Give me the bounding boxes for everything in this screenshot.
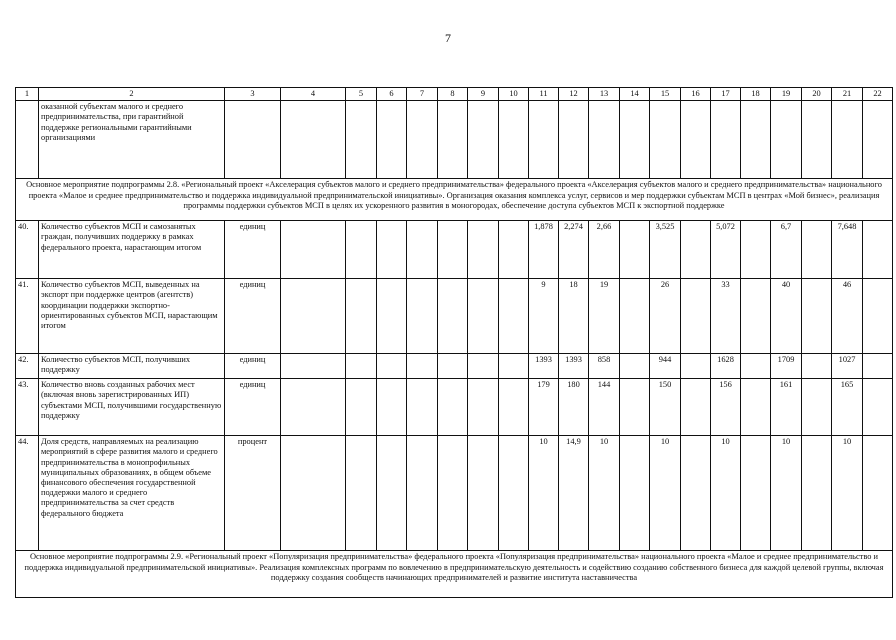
row-index: 43. — [16, 379, 39, 436]
row-index: 42. — [16, 354, 39, 379]
value-cell — [468, 101, 499, 179]
unit-cell: единиц — [225, 354, 281, 379]
value-cell: 2,66 — [589, 221, 620, 279]
header-cell: 17 — [711, 88, 741, 101]
header-cell: 13 — [589, 88, 620, 101]
value-cell: 1,878 — [529, 221, 559, 279]
value-cell — [589, 101, 620, 179]
value-cell — [741, 101, 771, 179]
value-cell — [620, 436, 650, 551]
value-cell — [802, 354, 832, 379]
value-cell: 6,7 — [771, 221, 802, 279]
value-cell: 10 — [711, 436, 741, 551]
indicator-name: Доля средств, направляемых на реализацию мероприятий в сфере развития малого и среднего предпринимательства в монопрофильных муниципальных образованиях, в общем объеме финансового обеспечения государственной поддержки малого и среднего предпринимательства за счет средств федерального бюджета — [39, 436, 225, 551]
value-cell — [468, 436, 499, 551]
value-cell — [863, 379, 893, 436]
value-cell — [281, 221, 346, 279]
header-cell: 5 — [346, 88, 377, 101]
value-cell — [281, 436, 346, 551]
value-cell — [620, 279, 650, 354]
value-cell — [281, 101, 346, 179]
header-cell: 11 — [529, 88, 559, 101]
value-cell: 1628 — [711, 354, 741, 379]
value-cell — [802, 279, 832, 354]
indicator-name: Количество субъектов МСП, выведенных на экспорт при поддержке центров (агентств) координации поддержки экспортно-ориентированных субъектов МСП, нарастающим итогом — [39, 279, 225, 354]
value-cell: 3,525 — [650, 221, 681, 279]
value-cell — [620, 101, 650, 179]
value-cell — [281, 279, 346, 354]
value-cell — [863, 221, 893, 279]
header-cell: 10 — [499, 88, 529, 101]
header-cell: 9 — [468, 88, 499, 101]
value-cell — [741, 436, 771, 551]
unit-cell: единиц — [225, 379, 281, 436]
value-cell — [681, 379, 711, 436]
value-cell — [468, 221, 499, 279]
value-cell: 144 — [589, 379, 620, 436]
value-cell — [468, 279, 499, 354]
header-cell: 12 — [559, 88, 589, 101]
value-cell — [377, 354, 407, 379]
value-cell: 18 — [559, 279, 589, 354]
value-cell — [468, 354, 499, 379]
value-cell — [346, 436, 377, 551]
value-cell: 7,648 — [832, 221, 863, 279]
value-cell — [346, 279, 377, 354]
value-cell — [438, 279, 468, 354]
value-cell: 19 — [589, 279, 620, 354]
value-cell: 26 — [650, 279, 681, 354]
value-cell: 150 — [650, 379, 681, 436]
indicator-name: Количество субъектов МСП и самозанятых граждан, получивших поддержку в рамках федерального проекта, нарастающим итогом — [39, 221, 225, 279]
value-cell — [407, 101, 438, 179]
value-cell: 1709 — [771, 354, 802, 379]
table-row — [16, 221, 893, 279]
value-cell — [650, 101, 681, 179]
value-cell — [711, 101, 741, 179]
unit-cell: единиц — [225, 279, 281, 354]
table-row — [16, 354, 893, 379]
header-cell: 6 — [377, 88, 407, 101]
value-cell — [377, 436, 407, 551]
value-cell — [741, 279, 771, 354]
value-cell — [741, 354, 771, 379]
value-cell — [346, 379, 377, 436]
value-cell: 40 — [771, 279, 802, 354]
header-cell: 16 — [681, 88, 711, 101]
header-cell: 14 — [620, 88, 650, 101]
header-row — [16, 88, 893, 101]
value-cell: 10 — [832, 436, 863, 551]
header-cell: 8 — [438, 88, 468, 101]
value-cell — [407, 221, 438, 279]
indicator-name: Количество вновь созданных рабочих мест (включая вновь зарегистрированных ИП) субъектами МСП, получившими государственную поддержку — [39, 379, 225, 436]
value-cell — [438, 221, 468, 279]
value-cell — [499, 436, 529, 551]
value-cell — [620, 354, 650, 379]
value-cell: 2,274 — [559, 221, 589, 279]
header-cell: 19 — [771, 88, 802, 101]
value-cell — [281, 379, 346, 436]
unit-cell — [225, 101, 281, 179]
table-row — [16, 436, 893, 551]
value-cell: 5,072 — [711, 221, 741, 279]
value-cell — [863, 436, 893, 551]
value-cell — [407, 379, 438, 436]
value-cell: 10 — [771, 436, 802, 551]
row-index — [16, 101, 39, 179]
value-cell: 1027 — [832, 354, 863, 379]
value-cell: 46 — [832, 279, 863, 354]
value-cell: 180 — [559, 379, 589, 436]
value-cell — [681, 279, 711, 354]
header-cell: 20 — [802, 88, 832, 101]
table-row — [16, 379, 893, 436]
value-cell: 10 — [650, 436, 681, 551]
value-cell: 1393 — [559, 354, 589, 379]
value-cell — [468, 379, 499, 436]
value-cell: 944 — [650, 354, 681, 379]
value-cell — [620, 379, 650, 436]
header-cell: 2 — [39, 88, 225, 101]
value-cell — [438, 436, 468, 551]
value-cell — [377, 101, 407, 179]
header-cell: 3 — [225, 88, 281, 101]
value-cell — [681, 221, 711, 279]
section-heading-row — [16, 551, 893, 598]
value-cell — [346, 221, 377, 279]
value-cell — [499, 279, 529, 354]
value-cell — [802, 221, 832, 279]
section-heading-text: Основное мероприятие подпрограммы 2.9. «Региональный проект «Популяризация предпринимательства» федерального проекта «Популяризация предпринимательства» национального проекта «Малое и среднее предпринимательство и поддержка индивидуальной предпринимательской инициативы». Реализация комплексных программ по вовлечению в предпринимательскую деятельность и содействию созданию собственного бизнеса для каждой целевой группы, включая поддержку создания сообществ начинающих предпринимателей и развитие института наставничества — [16, 551, 893, 598]
value-cell: 179 — [529, 379, 559, 436]
value-cell — [529, 101, 559, 179]
indicator-name: оказанной субъектам малого и среднего предпринимательства, при гарантийной поддержке региональными гарантийными организациями — [39, 101, 225, 179]
value-cell — [802, 379, 832, 436]
value-cell — [377, 279, 407, 354]
row-index: 41. — [16, 279, 39, 354]
header-cell: 15 — [650, 88, 681, 101]
indicators-table — [15, 87, 893, 598]
value-cell — [681, 101, 711, 179]
page-number: 7 — [445, 31, 451, 45]
section-heading-text: Основное мероприятие подпрограммы 2.8. «Региональный проект «Акселерация субъектов малого и среднего предпринимательства» федерального проекта «Акселерация субъектов малого и среднего предпринимательства» национального проекта «Малое и среднее предпринимательство и поддержка индивидуальной предпринимательской инициативы». Организация оказания комплекса услуг, сервисов и мер поддержки субъектам МСП в центрах «Мой бизнес», реализация программы поддержки субъектов МСП в целях их ускоренного развития в моногородах, обеспечение доступа субъектов МСП к экспортной поддержке — [16, 179, 893, 221]
value-cell: 165 — [832, 379, 863, 436]
value-cell — [771, 101, 802, 179]
value-cell — [620, 221, 650, 279]
header-cell: 1 — [16, 88, 39, 101]
value-cell: 161 — [771, 379, 802, 436]
unit-cell: единиц — [225, 221, 281, 279]
value-cell — [741, 379, 771, 436]
value-cell: 1393 — [529, 354, 559, 379]
value-cell — [346, 101, 377, 179]
value-cell — [499, 379, 529, 436]
value-cell — [281, 354, 346, 379]
value-cell — [559, 101, 589, 179]
value-cell — [407, 279, 438, 354]
header-cell: 21 — [832, 88, 863, 101]
value-cell — [407, 354, 438, 379]
table-row — [16, 101, 893, 179]
value-cell — [832, 101, 863, 179]
value-cell: 10 — [529, 436, 559, 551]
value-cell: 10 — [589, 436, 620, 551]
row-index: 40. — [16, 221, 39, 279]
value-cell — [741, 221, 771, 279]
unit-cell: процент — [225, 436, 281, 551]
value-cell: 156 — [711, 379, 741, 436]
table-row — [16, 279, 893, 354]
header-cell: 4 — [281, 88, 346, 101]
value-cell — [499, 354, 529, 379]
value-cell — [863, 354, 893, 379]
value-cell — [407, 436, 438, 551]
indicator-name: Количество субъектов МСП, получивших поддержку — [39, 354, 225, 379]
value-cell: 858 — [589, 354, 620, 379]
value-cell — [499, 101, 529, 179]
value-cell — [802, 101, 832, 179]
value-cell — [681, 354, 711, 379]
value-cell — [438, 379, 468, 436]
header-cell: 18 — [741, 88, 771, 101]
value-cell — [802, 436, 832, 551]
value-cell — [377, 379, 407, 436]
row-index: 44. — [16, 436, 39, 551]
value-cell: 9 — [529, 279, 559, 354]
value-cell — [377, 221, 407, 279]
value-cell — [863, 101, 893, 179]
value-cell: 33 — [711, 279, 741, 354]
value-cell — [681, 436, 711, 551]
value-cell — [438, 101, 468, 179]
header-cell: 7 — [407, 88, 438, 101]
value-cell — [499, 221, 529, 279]
section-heading-row — [16, 179, 893, 221]
value-cell — [863, 279, 893, 354]
value-cell — [346, 354, 377, 379]
header-cell: 22 — [863, 88, 893, 101]
value-cell: 14,9 — [559, 436, 589, 551]
value-cell — [438, 354, 468, 379]
